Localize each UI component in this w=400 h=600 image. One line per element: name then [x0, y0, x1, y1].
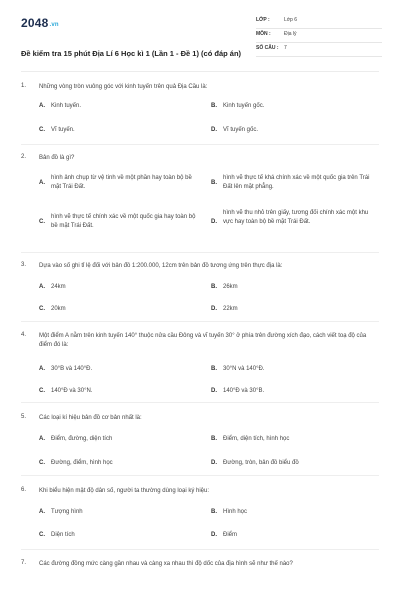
- option-text: Hình học: [223, 509, 248, 515]
- site-logo[interactable]: [21, 16, 59, 30]
- option-text: Vĩ tuyến gốc.: [223, 127, 259, 133]
- option-letter: C.: [39, 460, 45, 466]
- option-text: Điểm, diện tích, hình học: [223, 436, 290, 442]
- question-divider: [21, 475, 379, 476]
- option-letter: B.: [211, 366, 217, 372]
- option-text: hình vẽ thu nhỏ trên giấy, tương đối chính xác một khu vực hay toàn bộ bề mặt Trái Đất.: [223, 210, 369, 225]
- meta-row-count: [256, 43, 382, 57]
- option-text: 20km: [51, 306, 66, 312]
- option-letter: A.: [39, 180, 45, 186]
- option-letter: C.: [39, 532, 45, 538]
- question-text: Một điểm A nằm trên kinh tuyến 140° thuộc nửa cầu Đông và vĩ tuyến 30° ở phía trên đường xích đạo, cách viết toạ độ của điểm đó là:: [39, 333, 367, 348]
- meta-value: Địa lý: [284, 31, 297, 37]
- option-letter: B.: [211, 436, 217, 442]
- meta-label: SỐ CÂU :: [256, 45, 279, 51]
- question-text: Dựa vào số ghi tỉ lệ đối với bản đồ 1:200.000, 12cm trên bản đồ tương ứng trên thực địa là:: [39, 263, 283, 269]
- option-letter: D.: [211, 532, 217, 538]
- question-number: 7.: [21, 560, 27, 566]
- question-text: Khi biểu hiện mật độ dân số, người ta thường dùng loại ký hiệu:: [39, 488, 210, 494]
- question-text: Những vòng tròn vuông góc với kinh tuyến trên quả Địa Cầu là:: [39, 84, 208, 90]
- option-letter: D.: [211, 219, 217, 225]
- option-letter: D.: [211, 388, 217, 394]
- option-text: Tượng hình: [51, 509, 83, 515]
- option-text: Kinh tuyến gốc.: [223, 103, 265, 109]
- option-text: Đường, điểm, hình học: [51, 460, 113, 466]
- question-number: 6.: [21, 487, 27, 493]
- option-letter: C.: [39, 219, 45, 225]
- question-number: 3.: [21, 262, 27, 268]
- option-text: hình ảnh chụp từ vệ tinh về một phần hay toàn bộ bề mặt Trái Đất.: [51, 175, 192, 190]
- meta-row-subject: [256, 29, 382, 43]
- option-text: Điểm: [223, 532, 238, 538]
- option-text: Vĩ tuyến.: [51, 127, 75, 133]
- option-text: 30°N và 140°Đ.: [223, 366, 265, 372]
- question-number: 2.: [21, 154, 27, 160]
- option-letter: C.: [39, 127, 45, 133]
- option-text: Diện tích: [51, 532, 75, 538]
- option-letter: B.: [211, 284, 217, 290]
- option-letter: A.: [39, 436, 45, 442]
- option-text: 22km: [223, 306, 238, 312]
- option-letter: B.: [211, 509, 217, 515]
- option-letter: C.: [39, 306, 45, 312]
- option-text: 140°Đ và 30°N.: [51, 388, 93, 394]
- option-text: Đường, tròn, bản đồ biểu đồ: [223, 460, 299, 466]
- question-divider: [21, 321, 379, 322]
- option-letter: D.: [211, 460, 217, 466]
- question-number: 1.: [21, 83, 27, 89]
- option-text: Kinh tuyến.: [51, 103, 82, 109]
- header-divider: [21, 71, 379, 72]
- option-text: Điểm, đường, diện tích: [51, 436, 113, 442]
- option-letter: A.: [39, 284, 45, 290]
- option-text: 24km: [51, 284, 66, 290]
- meta-value: Lớp 6: [284, 17, 298, 23]
- exam-meta: [256, 15, 382, 57]
- question-number: 5.: [21, 414, 27, 420]
- logo-domain: .vn: [49, 22, 59, 28]
- question-text: Các đường đồng mức càng gần nhau và càng xa nhau thì độ dốc của địa hình sẽ như thế nào?: [39, 561, 293, 567]
- option-text: 30°B và 140°Đ.: [51, 366, 93, 372]
- question-text: Bản đồ là gì?: [39, 155, 75, 161]
- option-text: hình vẽ thực tế khá chính xác về một quốc gia trên Trái Đất lên mặt phẳng.: [223, 175, 370, 190]
- exam-title: Đề kiểm tra 15 phút Địa Lí 6 Học kì 1 (Lần 1 - Đề 1) (có đáp án): [21, 49, 242, 58]
- meta-row-class: [256, 15, 382, 29]
- question-number: 4.: [21, 332, 27, 338]
- option-letter: B.: [211, 103, 217, 109]
- question-divider: [21, 402, 379, 403]
- option-text: 26km: [223, 284, 238, 290]
- option-letter: C.: [39, 388, 45, 394]
- option-letter: A.: [39, 366, 45, 372]
- question-text: Các loại kí hiệu bản đồ cơ bản nhất là:: [39, 415, 142, 421]
- option-letter: B.: [211, 180, 217, 186]
- question-divider: [21, 549, 379, 550]
- meta-label: LỚP :: [256, 17, 270, 23]
- meta-label: MÔN :: [256, 31, 271, 37]
- question-divider: [21, 252, 379, 253]
- option-text: hình vẽ thực tế chính xác về một quốc gia hay toàn bộ bề mặt Trái Đất.: [51, 214, 196, 229]
- option-letter: D.: [211, 306, 217, 312]
- option-letter: A.: [39, 103, 45, 109]
- question-divider: [21, 144, 379, 145]
- meta-value: 7: [284, 45, 287, 51]
- option-text: 140°Đ và 30°B.: [223, 388, 265, 394]
- logo-main: 2048: [21, 16, 49, 30]
- option-letter: A.: [39, 509, 45, 515]
- option-letter: D.: [211, 127, 217, 133]
